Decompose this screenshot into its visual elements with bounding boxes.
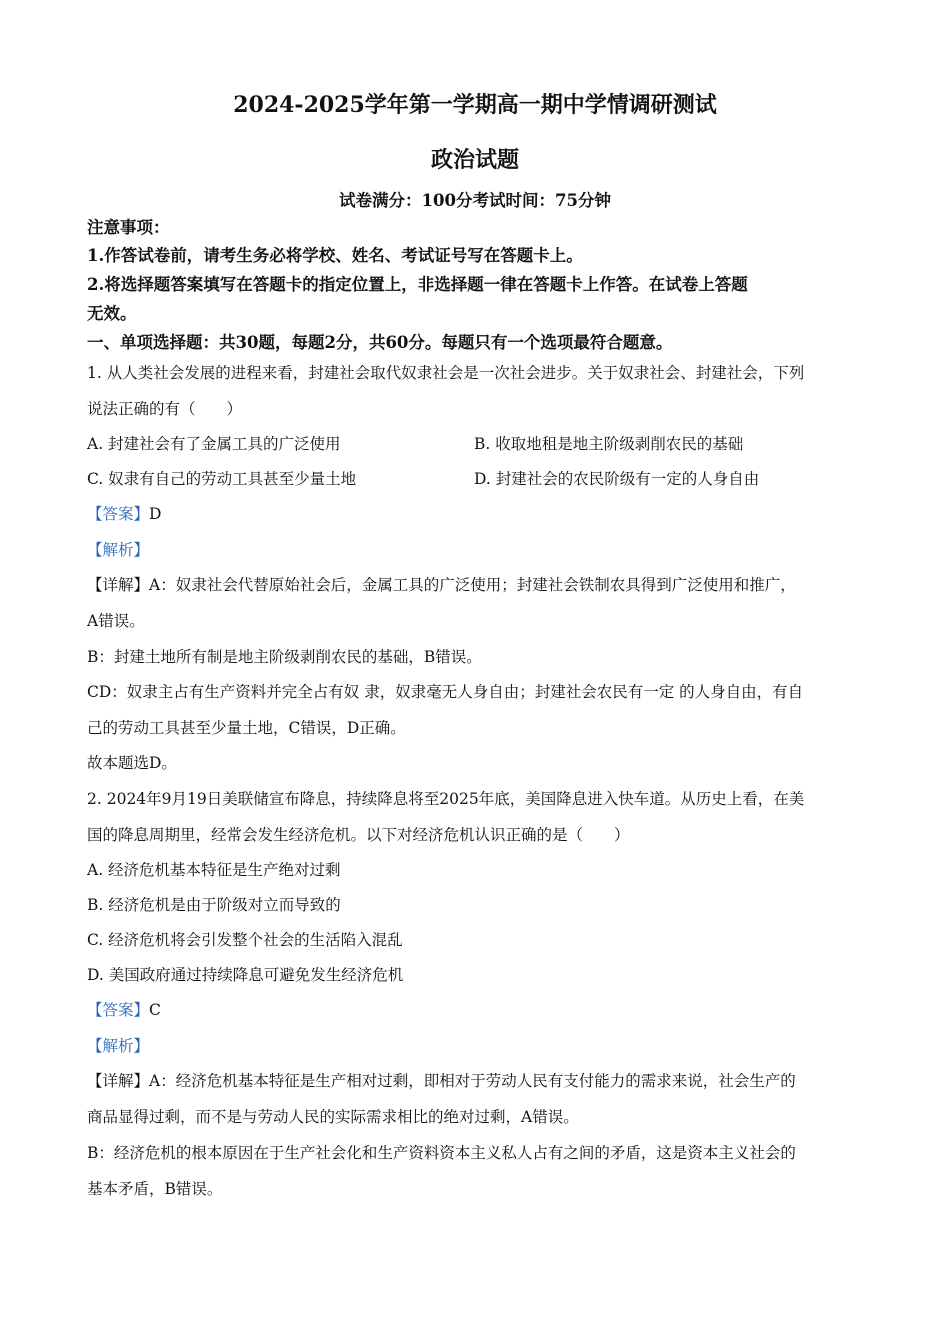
answer-value: D [149, 505, 162, 523]
exam-title: 2024-2025学年第一学期高一期中学情调研测试 [233, 92, 717, 118]
notice-item-2-line-1: 2.将选择题答案填写在答题卡的指定位置上，非选择题一律在答题卡上作答。在试卷上答题 [87, 275, 748, 294]
q2-stem-line-2: 国的降息周期里，经常会发生经济危机。以下对经济危机认识正确的是（ ） [87, 826, 630, 844]
q1-stem-line-2: 说法正确的有（ ） [87, 400, 243, 418]
answer-tag: 【答案】 [87, 1001, 150, 1019]
q1-answer [87, 504, 161, 524]
q1-detail-line-2: A错误。 [87, 612, 145, 630]
q2-option-c: C. 经济危机将会引发整个社会的生活陷入混乱 [87, 931, 403, 949]
q1-option-b: B. 收取地租是地主阶级剥削农民的基础 [474, 435, 744, 453]
subject-title: 政治试题 [430, 147, 519, 173]
q1-detail-line-5: 己的劳动工具甚至少量土地，C错误，D正确。 [87, 719, 406, 737]
q2-detail-line-2: 商品显得过剩，而不是与劳动人民的实际需求相比的绝对过剩，A错误。 [87, 1108, 579, 1126]
detail-tag: 【详解】 [87, 576, 150, 594]
detail-tag: 【详解】 [87, 1072, 150, 1090]
q2-detail-line-3: B：经济危机的根本原因在于生产社会化和生产资料资本主义私人占有之间的矛盾，这是资本主义社会的 [87, 1144, 796, 1162]
q1-conclusion: 故本题选D。 [87, 754, 177, 772]
q2-detail-line-1 [87, 1071, 796, 1091]
q1-detail-line-4: CD：奴隶主占有生产资料并完全占有奴 隶，奴隶毫无人身自由；封建社会农民有一定 的人身自由，有自 [87, 683, 804, 701]
q1-option-a: A. 封建社会有了金属工具的广泛使用 [87, 435, 341, 453]
q2-option-a: A. 经济危机基本特征是生产绝对过剩 [87, 861, 341, 879]
answer-tag: 【答案】 [87, 505, 150, 523]
q1-option-d: D. 封建社会的农民阶级有一定的人身自由 [474, 470, 760, 488]
detail-text: A：经济危机基本特征是生产相对过剩，即相对于劳动人民有支付能力的需求来说，社会生产的 [149, 1072, 796, 1090]
q1-detail-line-1 [87, 575, 796, 595]
q2-detail-line-4: 基本矛盾，B错误。 [87, 1180, 223, 1198]
q1-option-c: C. 奴隶有自己的劳动工具甚至少量土地 [87, 470, 357, 488]
q2-analysis-tag: 【解析】 [87, 1037, 150, 1055]
q1-stem-line-1: 1. 从人类社会发展的进程来看，封建社会取代奴隶社会是一次社会进步。关于奴隶社会、封建社会，下列 [87, 364, 805, 382]
answer-value: C [149, 1001, 161, 1019]
q2-option-b: B. 经济危机是由于阶级对立而导致的 [87, 896, 341, 914]
q1-analysis-tag: 【解析】 [87, 541, 150, 559]
notice-heading: 注意事项： [87, 218, 170, 237]
q2-answer [87, 1000, 161, 1020]
q2-option-d: D. 美国政府通过持续降息可避免发生经济危机 [87, 966, 404, 984]
notice-item-1: 1.作答试卷前，请考生务必将学校、姓名、考试证号写在答题卡上。 [87, 246, 583, 265]
q2-stem-line-1: 2. 2024年9月19日美联储宣布降息，持续降息将至2025年底，美国降息进入快车道。从历史上看，在美 [87, 790, 805, 808]
detail-text: A：奴隶社会代替原始社会后，金属工具的广泛使用；封建社会铁制农具得到广泛使用和推广， [149, 576, 796, 594]
section-heading: 一、单项选择题：共30题，每题2分，共60分。每题只有一个选项最符合题意。 [87, 333, 673, 352]
notice-item-2-line-2: 无效。 [87, 304, 137, 323]
exam-meta: 试卷满分：100分考试时间：75分钟 [339, 191, 611, 210]
q1-detail-line-3: B：封建土地所有制是地主阶级剥削农民的基础，B错误。 [87, 648, 482, 666]
